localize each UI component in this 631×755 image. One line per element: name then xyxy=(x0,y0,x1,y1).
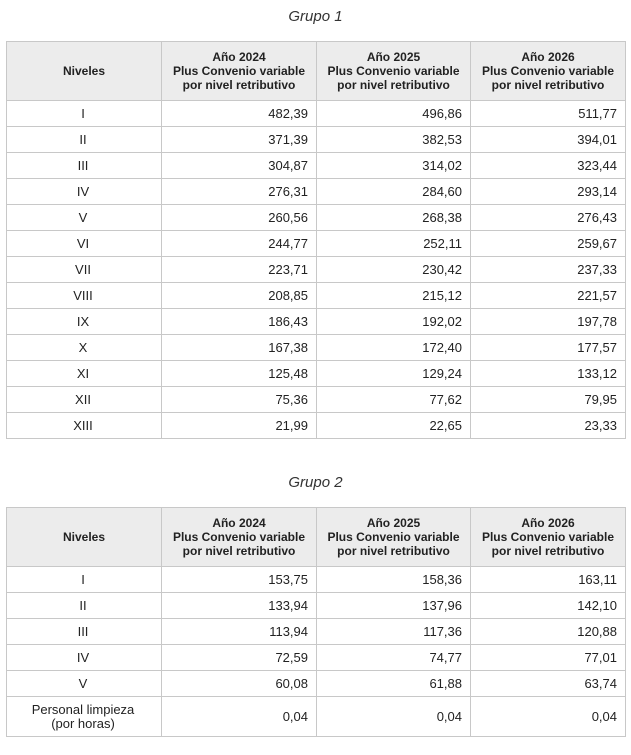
cell-level: V xyxy=(7,205,162,231)
cell-value-2024: 125,48 xyxy=(162,361,317,387)
table-header-row xyxy=(7,508,626,567)
cell-level: IX xyxy=(7,309,162,335)
table-row xyxy=(7,361,626,387)
group-1-body xyxy=(7,101,626,439)
cell-value-2025: 284,60 xyxy=(317,179,471,205)
cell-level: Personal limpieza (por horas) xyxy=(7,697,162,737)
cell-value-2024: 113,94 xyxy=(162,619,317,645)
cell-value-2025: 0,04 xyxy=(317,697,471,737)
table-row xyxy=(7,309,626,335)
cell-value-2026: 511,77 xyxy=(471,101,626,127)
cell-level: V xyxy=(7,671,162,697)
cell-value-2024: 75,36 xyxy=(162,387,317,413)
cell-value-2024: 304,87 xyxy=(162,153,317,179)
cell-value-2026: 394,01 xyxy=(471,127,626,153)
cell-value-2026: 177,57 xyxy=(471,335,626,361)
cell-value-2026: 0,04 xyxy=(471,697,626,737)
cell-value-2024: 244,77 xyxy=(162,231,317,257)
cell-value-2025: 77,62 xyxy=(317,387,471,413)
cell-value-2024: 167,38 xyxy=(162,335,317,361)
cell-value-2024: 276,31 xyxy=(162,179,317,205)
cell-level: XII xyxy=(7,387,162,413)
cell-value-2026: 323,44 xyxy=(471,153,626,179)
cell-value-2026: 79,95 xyxy=(471,387,626,413)
cell-level: XIII xyxy=(7,413,162,439)
table-row xyxy=(7,697,626,737)
cell-value-2025: 252,11 xyxy=(317,231,471,257)
cell-value-2025: 129,24 xyxy=(317,361,471,387)
cell-value-2026: 142,10 xyxy=(471,593,626,619)
table-row xyxy=(7,335,626,361)
table-row xyxy=(7,257,626,283)
cell-value-2026: 120,88 xyxy=(471,619,626,645)
cell-value-2026: 276,43 xyxy=(471,205,626,231)
table-row xyxy=(7,101,626,127)
cell-value-2025: 117,36 xyxy=(317,619,471,645)
cell-value-2025: 382,53 xyxy=(317,127,471,153)
table-row xyxy=(7,567,626,593)
cell-value-2025: 172,40 xyxy=(317,335,471,361)
cell-value-2026: 63,74 xyxy=(471,671,626,697)
cell-value-2024: 260,56 xyxy=(162,205,317,231)
table-row xyxy=(7,619,626,645)
table-row xyxy=(7,413,626,439)
cell-value-2026: 133,12 xyxy=(471,361,626,387)
cell-value-2024: 186,43 xyxy=(162,309,317,335)
cell-value-2024: 208,85 xyxy=(162,283,317,309)
table-row xyxy=(7,205,626,231)
group-2-body xyxy=(7,567,626,737)
cell-value-2025: 496,86 xyxy=(317,101,471,127)
cell-level: II xyxy=(7,127,162,153)
header-year-2024: Año 2024 Plus Convenio variable por nivel retributivo xyxy=(162,508,317,567)
cell-value-2025: 314,02 xyxy=(317,153,471,179)
cell-level: XI xyxy=(7,361,162,387)
cell-value-2024: 371,39 xyxy=(162,127,317,153)
table-row xyxy=(7,645,626,671)
header-year-2025: Año 2025 Plus Convenio variable por nivel retributivo xyxy=(317,508,471,567)
cell-level: X xyxy=(7,335,162,361)
cell-value-2026: 77,01 xyxy=(471,645,626,671)
cell-value-2025: 215,12 xyxy=(317,283,471,309)
table-row xyxy=(7,671,626,697)
cell-value-2026: 293,14 xyxy=(471,179,626,205)
cell-value-2026: 23,33 xyxy=(471,413,626,439)
cell-value-2026: 237,33 xyxy=(471,257,626,283)
table-row xyxy=(7,387,626,413)
header-year-2026: Año 2026 Plus Convenio variable por nivel retributivo xyxy=(471,42,626,101)
cell-value-2026: 197,78 xyxy=(471,309,626,335)
header-levels: Niveles xyxy=(7,42,162,101)
cell-value-2025: 137,96 xyxy=(317,593,471,619)
cell-value-2026: 221,57 xyxy=(471,283,626,309)
cell-value-2025: 74,77 xyxy=(317,645,471,671)
cell-level: II xyxy=(7,593,162,619)
cell-value-2024: 60,08 xyxy=(162,671,317,697)
cell-value-2025: 230,42 xyxy=(317,257,471,283)
table-row xyxy=(7,179,626,205)
table-row xyxy=(7,127,626,153)
cell-value-2026: 163,11 xyxy=(471,567,626,593)
table-row xyxy=(7,231,626,257)
header-year-2025: Año 2025 Plus Convenio variable por nivel retributivo xyxy=(317,42,471,101)
cell-level: VIII xyxy=(7,283,162,309)
cell-level: IV xyxy=(7,645,162,671)
cell-level: I xyxy=(7,567,162,593)
header-year-2024: Año 2024 Plus Convenio variable por nivel retributivo xyxy=(162,42,317,101)
cell-value-2025: 268,38 xyxy=(317,205,471,231)
cell-level: III xyxy=(7,619,162,645)
cell-level: III xyxy=(7,153,162,179)
table-header-row xyxy=(7,42,626,101)
header-levels: Niveles xyxy=(7,508,162,567)
cell-value-2024: 133,94 xyxy=(162,593,317,619)
cell-value-2024: 153,75 xyxy=(162,567,317,593)
group-2-title: Grupo 2 xyxy=(288,474,343,491)
group-1-title: Grupo 1 xyxy=(288,8,343,25)
cell-level: I xyxy=(7,101,162,127)
cell-level: VI xyxy=(7,231,162,257)
cell-value-2024: 21,99 xyxy=(162,413,317,439)
header-year-2026: Año 2026 Plus Convenio variable por nivel retributivo xyxy=(471,508,626,567)
cell-value-2025: 22,65 xyxy=(317,413,471,439)
cell-value-2024: 223,71 xyxy=(162,257,317,283)
group-2-table xyxy=(6,507,626,737)
cell-value-2025: 61,88 xyxy=(317,671,471,697)
cell-value-2024: 0,04 xyxy=(162,697,317,737)
cell-value-2026: 259,67 xyxy=(471,231,626,257)
cell-value-2025: 192,02 xyxy=(317,309,471,335)
cell-value-2024: 72,59 xyxy=(162,645,317,671)
table-row xyxy=(7,593,626,619)
cell-level: IV xyxy=(7,179,162,205)
cell-value-2025: 158,36 xyxy=(317,567,471,593)
table-row xyxy=(7,283,626,309)
table-row xyxy=(7,153,626,179)
group-1-table xyxy=(6,41,626,439)
cell-value-2024: 482,39 xyxy=(162,101,317,127)
cell-level: VII xyxy=(7,257,162,283)
